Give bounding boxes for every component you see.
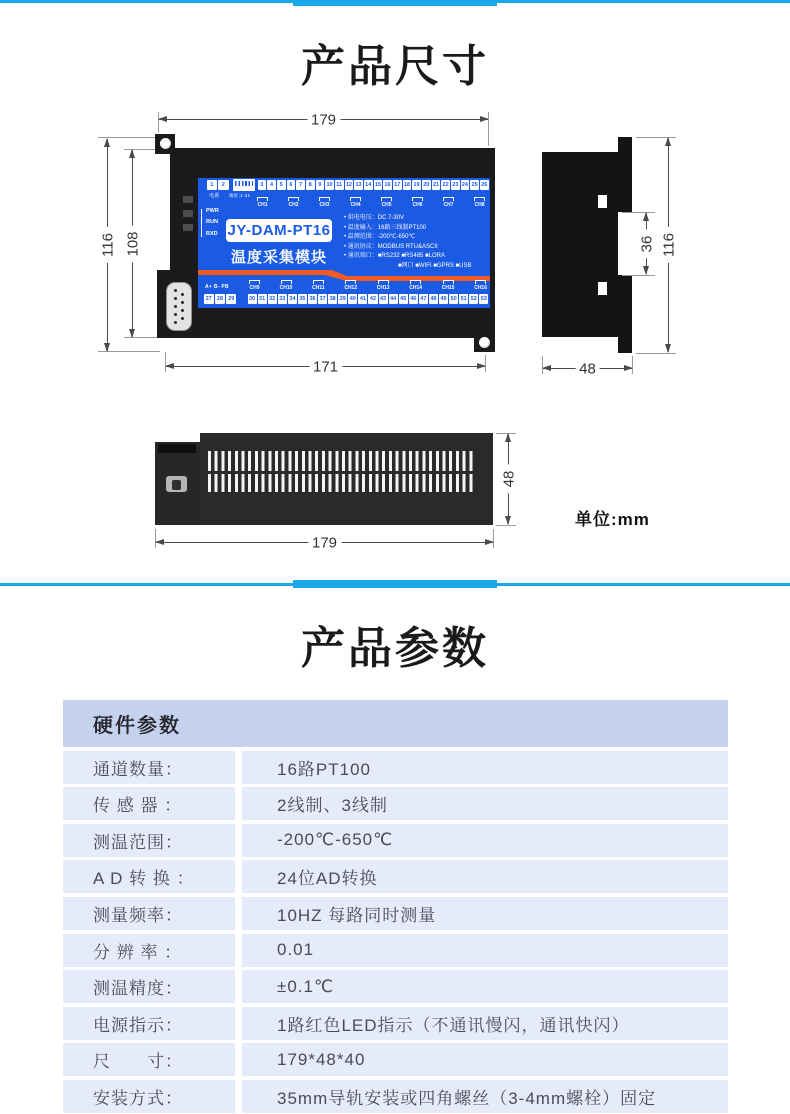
terminal-number: 28 xyxy=(215,294,225,304)
channel-label: CH14 xyxy=(409,280,422,291)
spec-label: 电源指示： xyxy=(63,1007,235,1040)
table-row xyxy=(63,897,728,930)
spec-label: A D 转 换 ： xyxy=(63,860,235,893)
section-title-parameters: 产品参数 xyxy=(301,624,489,673)
device-top-left-strip xyxy=(158,444,196,453)
dip-address-label: 地址:1-31 xyxy=(229,193,251,198)
sensor-symbol xyxy=(443,280,454,284)
channel-label: CH2 xyxy=(288,197,299,208)
terminal-number: 11 xyxy=(336,182,343,188)
column-gap xyxy=(235,824,242,857)
terminal-number: 2 xyxy=(218,180,229,190)
terminal-number: 19 xyxy=(413,182,420,188)
column-gap xyxy=(235,897,242,930)
column-gap xyxy=(235,1080,242,1113)
extension-line xyxy=(622,275,655,276)
terminal-number: 27 xyxy=(204,294,214,304)
channel-label: CH6 xyxy=(412,197,423,208)
terminal-number: 31 xyxy=(259,296,266,302)
terminal-number: 1 xyxy=(207,180,218,190)
top-channel-row xyxy=(257,197,485,208)
label-spec-line: • 供电电压：DC 7-30V xyxy=(344,215,405,221)
channel-label: CH10 xyxy=(280,280,293,291)
table-row xyxy=(63,824,728,857)
column-gap xyxy=(235,1043,242,1076)
spec-label: 安装方式： xyxy=(63,1080,235,1113)
usb-port-inner xyxy=(172,480,181,490)
orange-stripe xyxy=(198,270,328,275)
spec-label: 测温精度： xyxy=(63,970,235,1003)
label-spec-line: • 温度输入：16路三线制PT100 xyxy=(344,224,427,231)
terminal-number: 51 xyxy=(460,296,467,302)
dim-label: 179 xyxy=(307,111,340,128)
comm-terminal-label: A+ B- PB xyxy=(205,284,229,290)
top-accent-segment xyxy=(293,0,497,6)
terminal-number: 21 xyxy=(432,182,439,188)
column-gap xyxy=(235,751,242,784)
spec-value: ±0.1℃ xyxy=(242,970,728,1003)
channel-label: CH4 xyxy=(350,197,361,208)
table-body xyxy=(63,751,728,1113)
table-row xyxy=(63,751,728,784)
sensor-symbol xyxy=(378,280,389,284)
led-label: PWR xyxy=(206,208,219,214)
terminal-number: 33 xyxy=(279,296,286,302)
dim-front-left-outer xyxy=(99,138,116,352)
terminal-number: 14 xyxy=(365,182,372,188)
label-spec-list xyxy=(344,214,472,272)
terminal-number: 13 xyxy=(355,182,362,188)
spec-value: -200℃-650℃ xyxy=(242,824,728,857)
dim-front-left-inner xyxy=(124,149,141,338)
spec-label: 尺 寸： xyxy=(63,1043,235,1076)
sensor-symbol xyxy=(257,197,268,201)
top-terminal-strip xyxy=(257,180,489,190)
table-row xyxy=(63,934,728,967)
led-label: RXD xyxy=(206,230,218,237)
spec-value: 179*48*40 xyxy=(242,1043,728,1076)
dim-label: 108 xyxy=(124,225,141,262)
dim-front-bottom-width xyxy=(165,358,486,375)
terminal-number: 4 xyxy=(267,180,276,190)
dim-side-notch xyxy=(638,212,655,275)
channel-label: CH5 xyxy=(381,197,392,208)
sensor-symbol xyxy=(281,280,292,284)
label-spec-line: ■网口 ■WIFI ■GPRS ■USB xyxy=(398,262,472,269)
terminal-number: 30 xyxy=(248,296,256,302)
channel-label: CH15 xyxy=(442,280,455,291)
terminal-number: 46 xyxy=(410,296,417,302)
bottom-terminal-strip xyxy=(247,294,489,304)
terminal-number: 34 xyxy=(289,296,296,302)
channel-label: CH8 xyxy=(474,197,485,208)
channel-label: CH1 xyxy=(257,197,268,208)
vent-slots-row xyxy=(208,474,476,492)
power-label: 电源 xyxy=(209,193,220,199)
terminal-number: 50 xyxy=(450,296,457,302)
terminal-number: 44 xyxy=(390,296,397,302)
terminal-number: 40 xyxy=(349,296,356,302)
status-led xyxy=(183,224,193,231)
spec-value: 1路红色LED指示（不通讯慢闪，通讯快闪） xyxy=(242,1007,728,1040)
dim-side-height xyxy=(660,137,677,353)
terminal-number: 53 xyxy=(480,296,487,302)
sensor-symbol xyxy=(345,280,356,284)
terminal-number: 16 xyxy=(384,182,391,188)
column-gap xyxy=(235,860,242,893)
terminal-number: 25 xyxy=(471,182,478,188)
power-terminal-strip xyxy=(206,180,229,190)
extension-line xyxy=(636,353,676,354)
terminal-number: 23 xyxy=(452,182,459,188)
side-slot xyxy=(598,195,607,208)
dim-bottomview-depth xyxy=(500,433,517,525)
bottom-channel-row xyxy=(249,280,487,291)
sensor-symbol xyxy=(249,280,260,284)
spec-value: 10HZ 每路同时测量 xyxy=(242,897,728,930)
terminal-number: 52 xyxy=(470,296,477,302)
table-row xyxy=(63,970,728,1003)
channel-label: CH9 xyxy=(249,280,260,291)
terminal-number: 41 xyxy=(359,296,366,302)
terminal-number: 10 xyxy=(326,182,333,188)
dim-side-depth xyxy=(542,360,633,377)
channel-label: CH11 xyxy=(312,280,325,291)
hardware-spec-table xyxy=(63,700,728,1113)
table-row xyxy=(63,1080,728,1113)
terminal-number: 12 xyxy=(345,182,352,188)
channel-label: CH3 xyxy=(319,197,330,208)
terminal-number: 17 xyxy=(394,182,401,188)
column-gap xyxy=(235,934,242,967)
terminal-number: 43 xyxy=(379,296,387,302)
db9-serial-connector xyxy=(166,282,192,331)
dim-label: 171 xyxy=(309,358,342,375)
spec-label: 测温范围： xyxy=(63,824,235,857)
led-label-column xyxy=(201,209,219,237)
spec-label: 传 感 器 ： xyxy=(63,787,235,820)
side-slot xyxy=(598,282,607,295)
terminal-number: 37 xyxy=(319,296,326,302)
dim-label: 48 xyxy=(500,465,517,494)
terminal-number: 39 xyxy=(339,296,346,302)
terminal-number: 47 xyxy=(420,296,427,302)
terminal-number: 9 xyxy=(316,180,325,190)
sensor-symbol xyxy=(443,197,454,201)
terminal-number: 48 xyxy=(430,296,437,302)
vent-slots-row xyxy=(208,451,476,471)
terminal-number: 24 xyxy=(461,182,468,188)
label-spec-line: • 通讯端口：■RS232 ■RS485 ■LORA xyxy=(344,253,446,260)
section-title-dimensions: 产品尺寸 xyxy=(301,42,489,91)
table-row xyxy=(63,1043,728,1076)
terminal-number: 29 xyxy=(226,294,236,304)
terminal-number: 45 xyxy=(400,296,407,302)
led-label: RUN xyxy=(206,219,218,226)
channel-label: CH7 xyxy=(443,197,454,208)
table-header: 硬件参数 xyxy=(63,700,728,747)
label-spec-line: • 温测范围：-200℃-650℃ xyxy=(344,234,416,241)
dim-label: 179 xyxy=(308,534,341,551)
sensor-symbol xyxy=(381,197,392,201)
sensor-symbol xyxy=(475,280,486,284)
label-spec-line: • 通讯协议：MODBUS RTU&ASCII xyxy=(344,243,438,250)
terminal-number: 26 xyxy=(481,182,488,188)
spec-value: 2线制、3线制 xyxy=(242,787,728,820)
terminal-number: 7 xyxy=(296,180,305,190)
spec-label: 测量频率： xyxy=(63,897,235,930)
din-clip-top xyxy=(618,137,632,212)
terminal-number: 18 xyxy=(403,182,410,188)
sensor-symbol xyxy=(319,197,330,201)
status-led xyxy=(183,210,193,217)
dim-label: 116 xyxy=(660,227,677,263)
terminal-number: 49 xyxy=(440,296,447,302)
terminal-number: 22 xyxy=(442,182,449,188)
sensor-symbol xyxy=(410,280,421,284)
spec-label: 通道数量： xyxy=(63,751,235,784)
spec-value: 24位AD转换 xyxy=(242,860,728,893)
comm-terminal-strip xyxy=(203,294,237,304)
terminal-number: 32 xyxy=(269,296,276,302)
terminal-number: 15 xyxy=(374,182,381,188)
dip-switch xyxy=(233,179,255,191)
column-gap xyxy=(235,787,242,820)
terminal-number: 42 xyxy=(369,296,377,302)
column-gap xyxy=(235,1007,242,1040)
spec-value: 16路PT100 xyxy=(242,751,728,784)
unit-label: 单位:mm xyxy=(575,510,650,529)
dim-bottomview-width xyxy=(155,534,494,551)
divider-accent-segment xyxy=(293,580,497,588)
sensor-symbol xyxy=(350,197,361,201)
sensor-symbol xyxy=(313,280,324,284)
terminal-number: 38 xyxy=(329,296,336,302)
dim-front-top-width xyxy=(158,111,489,128)
table-row xyxy=(63,1007,728,1040)
screw-bottom-right xyxy=(479,337,490,348)
table-row xyxy=(63,860,728,893)
sensor-symbol xyxy=(412,197,423,201)
terminal-number: 8 xyxy=(306,180,315,190)
dim-label: 116 xyxy=(99,227,116,263)
extension-line xyxy=(496,525,516,526)
status-led xyxy=(183,196,193,203)
sensor-symbol xyxy=(288,197,299,201)
terminal-number: 20 xyxy=(423,182,430,188)
din-clip-bottom xyxy=(618,275,632,353)
terminal-number: 36 xyxy=(309,296,316,302)
sensor-symbol xyxy=(474,197,485,201)
dim-label: 36 xyxy=(638,229,655,258)
terminal-number: 35 xyxy=(299,296,306,302)
model-badge: JY-DAM-PT16 xyxy=(226,219,332,242)
table-row xyxy=(63,787,728,820)
channel-label: CH12 xyxy=(344,280,357,291)
spec-label: 分 辨 率 ： xyxy=(63,934,235,967)
terminal-number: 3 xyxy=(258,180,267,190)
column-gap xyxy=(235,970,242,1003)
device-side-body xyxy=(542,152,618,337)
terminal-number: 6 xyxy=(287,180,296,190)
spec-value: 0.01 xyxy=(242,934,728,967)
terminal-number: 5 xyxy=(277,180,286,190)
channel-label: CH13 xyxy=(377,280,390,291)
product-name: 温度采集模块 xyxy=(230,249,327,266)
spec-value: 35mm导轨安装或四角螺丝（3-4mm螺栓）固定 xyxy=(242,1080,728,1113)
channel-label: CH16 xyxy=(474,280,487,291)
dim-label: 48 xyxy=(575,360,600,377)
